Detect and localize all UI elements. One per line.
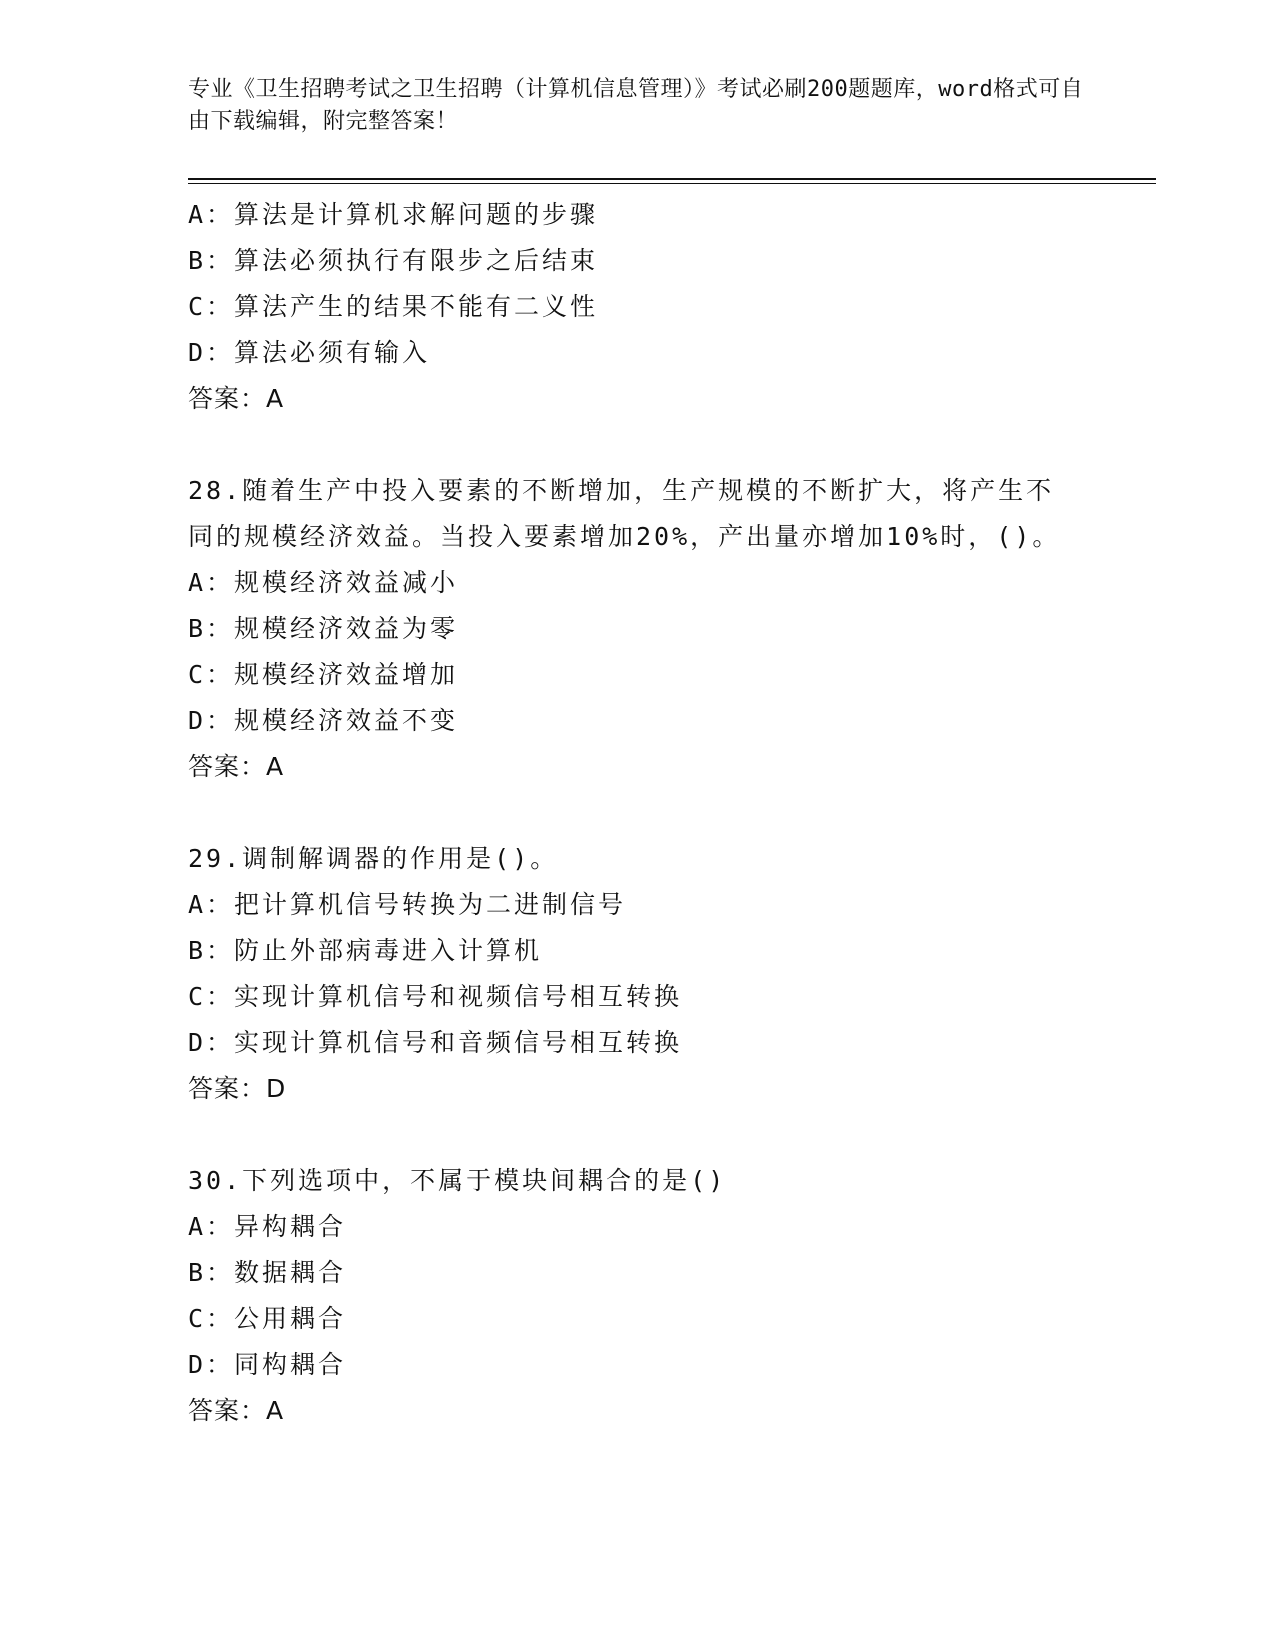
option-c: C：公用耦合 bbox=[188, 1304, 347, 1333]
option-a: A：规模经济效益减小 bbox=[188, 568, 459, 597]
option-c: C：实现计算机信号和视频信号相互转换 bbox=[188, 982, 683, 1011]
option-d: D：算法必须有输入 bbox=[188, 338, 431, 367]
option-b: B：规模经济效益为零 bbox=[188, 614, 459, 643]
question-28 bbox=[188, 468, 1088, 790]
answer: 答案：A bbox=[188, 384, 285, 413]
option-d: D：规模经济效益不变 bbox=[188, 706, 459, 735]
option-b: B：防止外部病毒进入计算机 bbox=[188, 936, 543, 965]
option-a: A：异构耦合 bbox=[188, 1212, 347, 1241]
option-b: B：数据耦合 bbox=[188, 1258, 347, 1287]
header-rule-thin bbox=[188, 183, 1156, 184]
question-stem: 30.下列选项中，不属于模块间耦合的是() bbox=[188, 1166, 727, 1195]
question-30 bbox=[188, 1158, 1088, 1434]
question-29 bbox=[188, 836, 1088, 1112]
option-c: C：算法产生的结果不能有二义性 bbox=[188, 292, 599, 321]
answer: 答案：A bbox=[188, 1396, 285, 1425]
spacer bbox=[188, 790, 1088, 836]
option-d: D：同构耦合 bbox=[188, 1350, 347, 1379]
question-stem: 28.随着生产中投入要素的不断增加，生产规模的不断扩大，将产生不同的规模经济效益。当投入要素增加20%，产出量亦增加10%时，()。 bbox=[188, 476, 1061, 551]
question-stem: 29.调制解调器的作用是()。 bbox=[188, 844, 559, 873]
answer: 答案：A bbox=[188, 752, 285, 781]
spacer bbox=[188, 1112, 1088, 1158]
option-a: A：把计算机信号转换为二进制信号 bbox=[188, 890, 627, 919]
option-b: B：算法必须执行有限步之后结束 bbox=[188, 246, 599, 275]
spacer bbox=[188, 422, 1088, 468]
option-c: C：规模经济效益增加 bbox=[188, 660, 459, 689]
option-a: A：算法是计算机求解问题的步骤 bbox=[188, 200, 599, 229]
answer: 答案：D bbox=[188, 1074, 287, 1103]
header-rule-thick bbox=[188, 178, 1156, 180]
document-header: 专业《卫生招聘考试之卫生招聘（计算机信息管理）》考试必刷200题题库，word格式可自由下载编辑，附完整答案！ bbox=[188, 77, 1084, 134]
question-list bbox=[188, 192, 1088, 1434]
question-27 bbox=[188, 192, 1088, 422]
option-d: D：实现计算机信号和音频信号相互转换 bbox=[188, 1028, 683, 1057]
